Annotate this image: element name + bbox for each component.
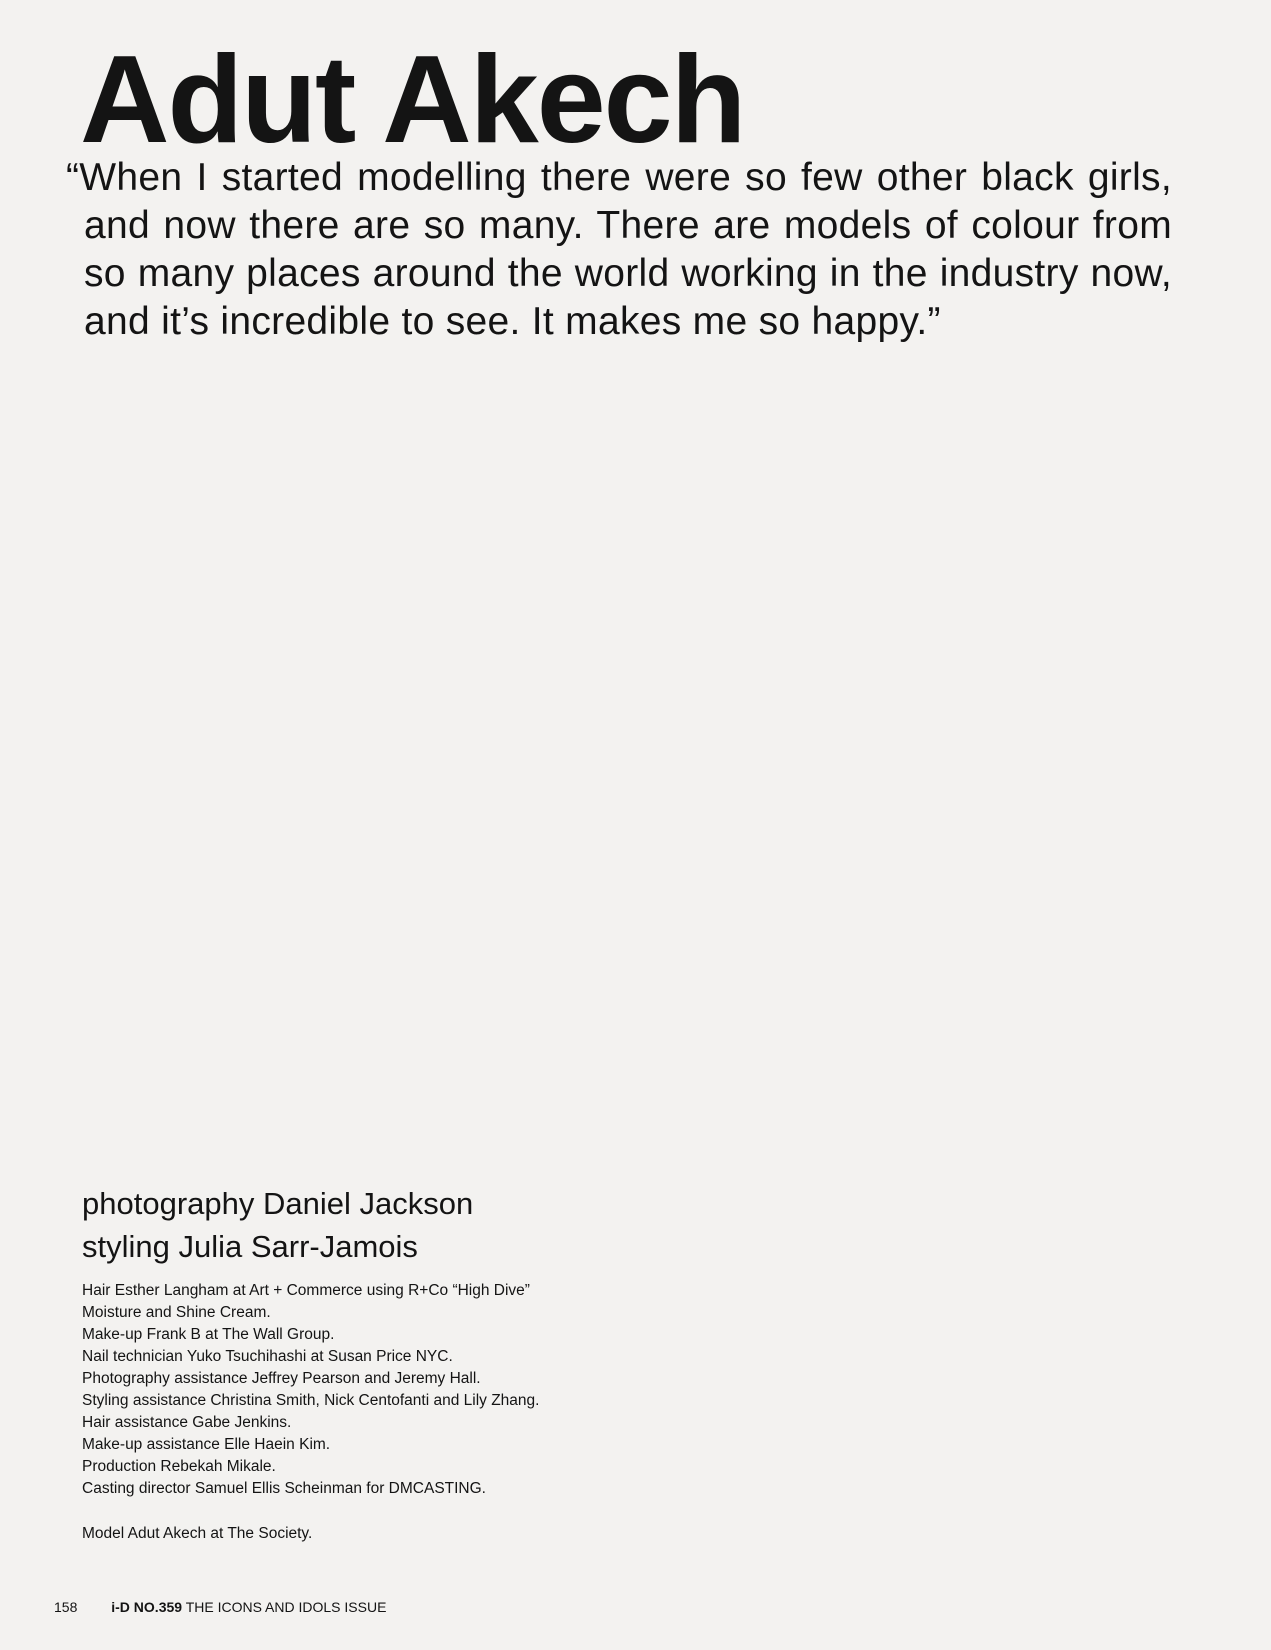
credit-line: Hair assistance Gabe Jenkins. xyxy=(82,1414,292,1431)
page-footer xyxy=(54,1597,386,1617)
credit-line: Production Rebekah Mikale. xyxy=(82,1458,276,1475)
credit-line: Casting director Samuel Ellis Scheinman for DMCASTING. xyxy=(82,1480,486,1497)
credit-line: Hair Esther Langham at Art + Commerce using R+Co “High Dive” xyxy=(82,1282,530,1299)
credit-line: Styling assistance Christina Smith, Nick Centofanti and Lily Zhang. xyxy=(82,1392,540,1409)
styling-credit: styling Julia Sarr-Jamois xyxy=(82,1229,418,1264)
credit-line: Make-up assistance Elle Haein Kim. xyxy=(82,1436,331,1453)
page-title: Adut Akech xyxy=(80,31,745,169)
issue-name: THE ICONS AND IDOLS ISSUE xyxy=(185,1599,387,1615)
model-credit: Model Adut Akech at The Society. xyxy=(82,1525,313,1542)
magazine-name: i-D NO.359 xyxy=(111,1599,183,1615)
main-credits xyxy=(82,1182,782,1268)
credit-line: Nail technician Yuko Tsuchihashi at Susan Price NYC. xyxy=(82,1348,453,1365)
photography-credit: photography Daniel Jackson xyxy=(82,1186,474,1221)
credit-line: Photography assistance Jeffrey Pearson and Jeremy Hall. xyxy=(82,1370,481,1387)
credits-list xyxy=(82,1280,782,1500)
page-number: 158 xyxy=(54,1599,78,1615)
credit-line: Make-up Frank B at The Wall Group. xyxy=(82,1326,335,1343)
pull-quote: “When I started modelling there were so few other black girls, and now there are so many. There are models of colour from so many places around the world working in the industry now, and it’s incredible to see. It makes me so happy.” xyxy=(66,156,1172,343)
credit-line: Moisture and Shine Cream. xyxy=(82,1304,271,1321)
